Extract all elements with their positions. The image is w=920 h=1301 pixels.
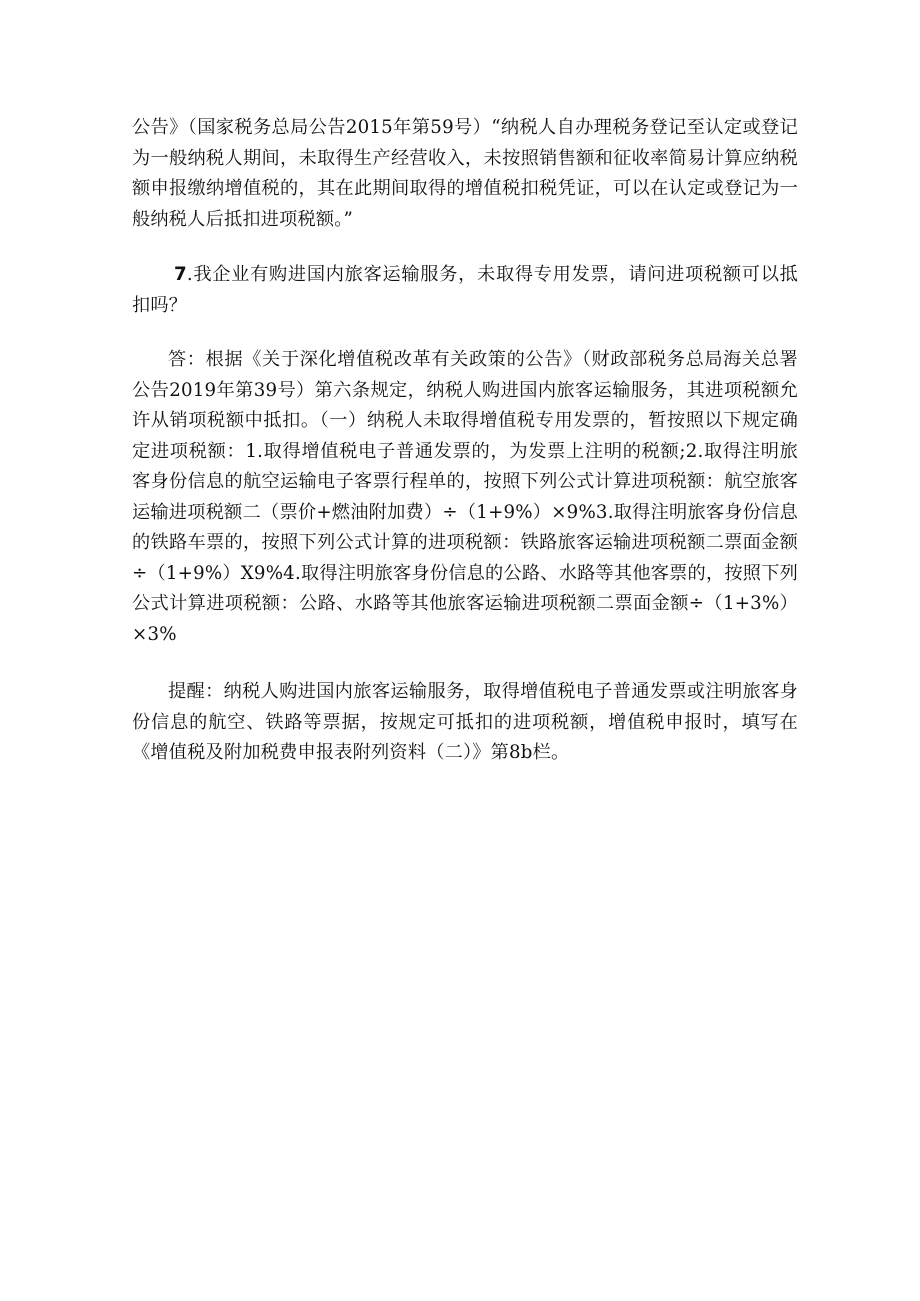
question-paragraph <box>132 260 798 321</box>
reminder-paragraph: 提醒：纳税人购进国内旅客运输服务，取得增值税电子普通发票或注明旅客身份信息的航空、铁路等票据，按规定可抵扣的进项税额，增值税申报时，填写在《增值税及附加税费申报表附列资料（二）》第8b栏。 <box>132 681 798 763</box>
continuation-paragraph: 公告》（国家税务总局公告2015年第59号）“纳税人自办理税务登记至认定或登记为一般纳税人期间，未取得生产经营收入，未按照销售额和征收率简易计算应纳税额申报缴纳增值税的，其在此期间取得的增值税扣税凭证，可以在认定或登记为一般纳税人后抵扣进项税额。” <box>132 117 798 230</box>
question-number: 7 <box>174 264 187 285</box>
question-text: .我企业有购进国内旅客运输服务，未取得专用发票，请问进项税额可以抵扣吗？ <box>132 264 798 316</box>
answer-paragraph: 答：根据《关于深化增值税改革有关政策的公告》（财政部税务总局海关总署公告2019年第39号）第六条规定，纳税人购进国内旅客运输服务，其进项税额允许从销项税额中抵扣。（一）纳税人未取得增值税专用发票的，暂按照以下规定确定进项税额：1.取得增值税电子普通发票的，为发票上注明的税额;2.取得注明旅客身份信息的航空运输电子客票行程单的，按照下列公式计算进项税额：航空旅客运输进项税额二（票价+燃油附加费）÷（1+9%）×9%3.取得注明旅客身份信息的铁路车票的，按照下列公式计算的进项税额：铁路旅客运输进项税额二票面金额÷（1+9%）X9%4.取得注明旅客身份信息的公路、水路等其他客票的，按照下列公式计算进项税额：公路、水路等其他旅客运输进项税额二票面金额÷（1+3%）×3% <box>132 349 798 645</box>
